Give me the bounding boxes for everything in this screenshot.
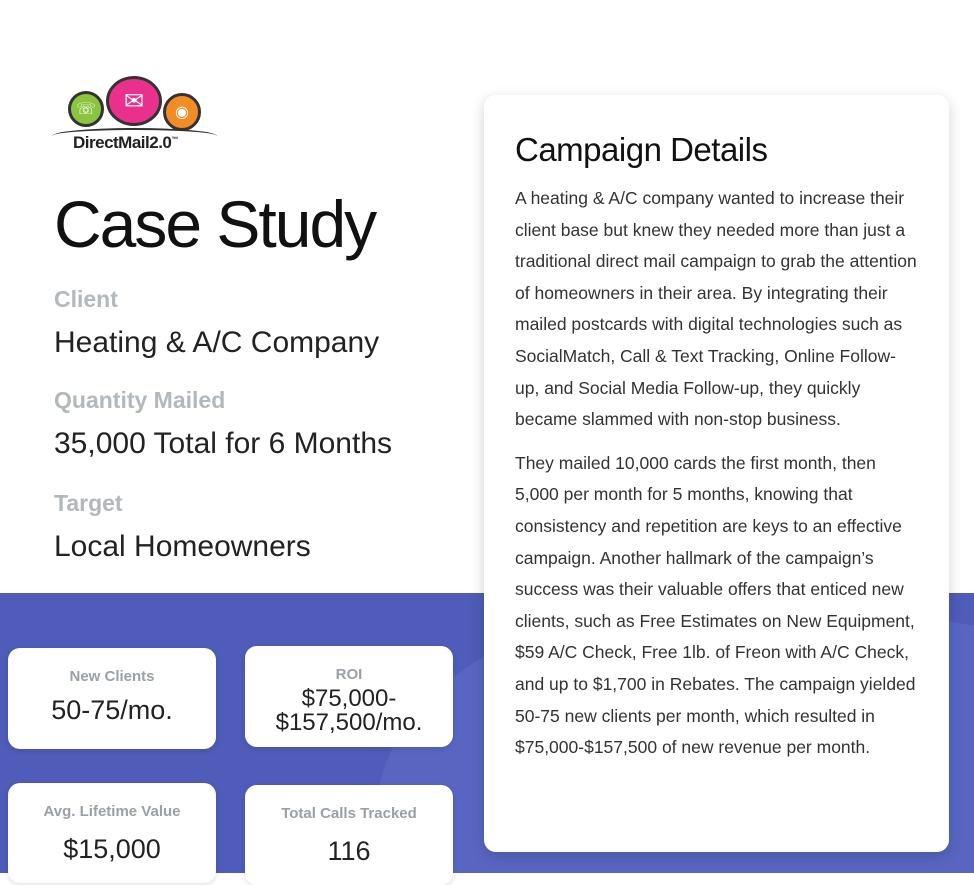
client-label: Client: [54, 286, 118, 312]
campaign-details-paragraph-1: A heating & A/C company wanted to increase their client base but knew they needed more than just a traditional direct mail campaign to grab the attention of homeowners in their area. By integrating their mailed postcards with digital technologies such as SocialMatch, Call & Text Tracking, Online Follow-up, and Social Media Follow-up, they quickly became slammed with non-stop business.: [515, 188, 917, 430]
page-title: Case Study: [54, 187, 376, 261]
mouse-icon: ◉: [163, 93, 201, 131]
phone-icon: ☏: [68, 91, 104, 127]
stat-value: 50-75/mo.: [51, 695, 173, 725]
stat-label: ROI: [335, 666, 363, 683]
campaign-details-heading: Campaign Details: [515, 131, 768, 168]
quantity-label: Quantity Mailed: [54, 387, 226, 413]
campaign-details-card: [484, 95, 949, 852]
stat-value-line2: $157,500/mo.: [275, 709, 423, 736]
stat-card-roi: [245, 646, 453, 747]
stat-value: $15,000: [63, 834, 161, 864]
stat-card-calls-tracked: [245, 785, 453, 885]
campaign-details-paragraph-2: They mailed 10,000 cards the first month, then 5,000 per month for 5 months, knowing that consistency and repetition are keys to an effective campaign. Another hallmark of the campaign’s success was their valuable offers that enticed new clients, such as Free Estimates on New Equipment, $59 A/C Check, Free 1lb. of Freon with A/C Check, and up to $1,700 in Rebates. The campaign yielded 50-75 new clients per month, which resulted in $75,000-$157,500 of new revenue per month.: [515, 452, 916, 758]
stat-card-lifetime-value: [8, 783, 216, 883]
quantity-value: 35,000 Total for 6 Months: [54, 427, 392, 460]
stat-value: 116: [327, 836, 371, 866]
stat-card-new-clients: [8, 648, 216, 749]
stat-value-line1: $75,000-: [301, 685, 397, 712]
stat-label: Avg. Lifetime Value: [43, 803, 181, 820]
logo-text: DirectMail2.0™: [73, 133, 178, 152]
envelope-icon: ✉: [106, 76, 162, 126]
target-value: Local Homeowners: [54, 530, 311, 563]
client-value: Heating & A/C Company: [54, 326, 380, 359]
directmail-logo: [52, 76, 222, 158]
stat-label: Total Calls Tracked: [281, 805, 417, 822]
target-label: Target: [54, 490, 123, 516]
stat-label: New Clients: [69, 668, 155, 685]
